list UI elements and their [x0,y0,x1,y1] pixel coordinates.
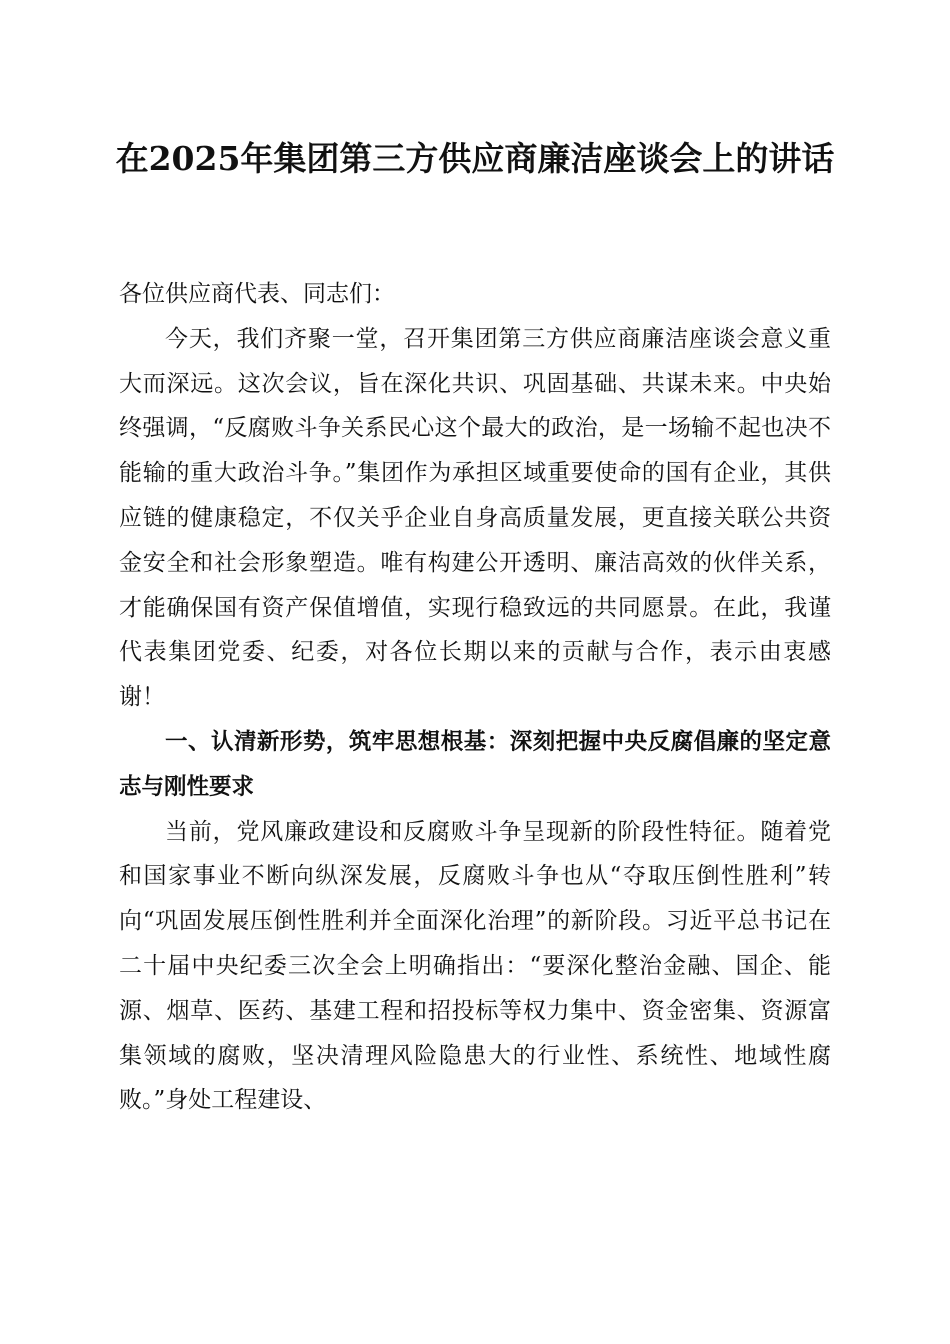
salutation: 各位供应商代表、同志们： [119,281,395,307]
paragraph-situation: 当前，党风廉政建设和反腐败斗争呈现新的阶段性特征。随着党和国家事业不断向纵深发展，反腐败斗争也从“夺取压倒性胜利”转向“巩固发展压倒性胜利并全面深化治理”的新阶段。习近平总书记在二十届中央纪委三次全会上明确指出：“要深化整治金融、国企、能源、烟草、医药、基建工程和招投标等权力集中、资金密集、资源富集领域的腐败，坚决清理风险隐患大的行业性、系统性、地域性腐败。”身处工程建设、 [119,818,831,1114]
document-title: 在2025年集团第三方供应商廉洁座谈会上的讲话 [115,139,835,178]
paragraph-opening: 今天，我们齐聚一堂，召开集团第三方供应商廉洁座谈会意义重大而深远。这次会议，旨在深化共识、巩固基础、共谋未来。中央始终强调，“反腐败斗争关系民心这个最大的政治，是一场输不起也决不能输的重大政治斗争。”集团作为承担区域重要使命的国有企业，其供应链的健康稳定，不仅关乎企业自身高质量发展，更直接关联公共资金安全和社会形象塑造。唯有构建公开透明、廉洁高效的伙伴关系，才能确保国有资产保值增值，实现行稳致远的共同愿景。在此，我谨代表集团党委、纪委，对各位长期以来的贡献与合作，表示由衷感谢！ [119,325,831,711]
document-body [119,272,831,1123]
section-heading-1: 一、认清新形势，筑牢思想根基：深刻把握中央反腐倡廉的坚定意志与刚性要求 [119,728,831,800]
